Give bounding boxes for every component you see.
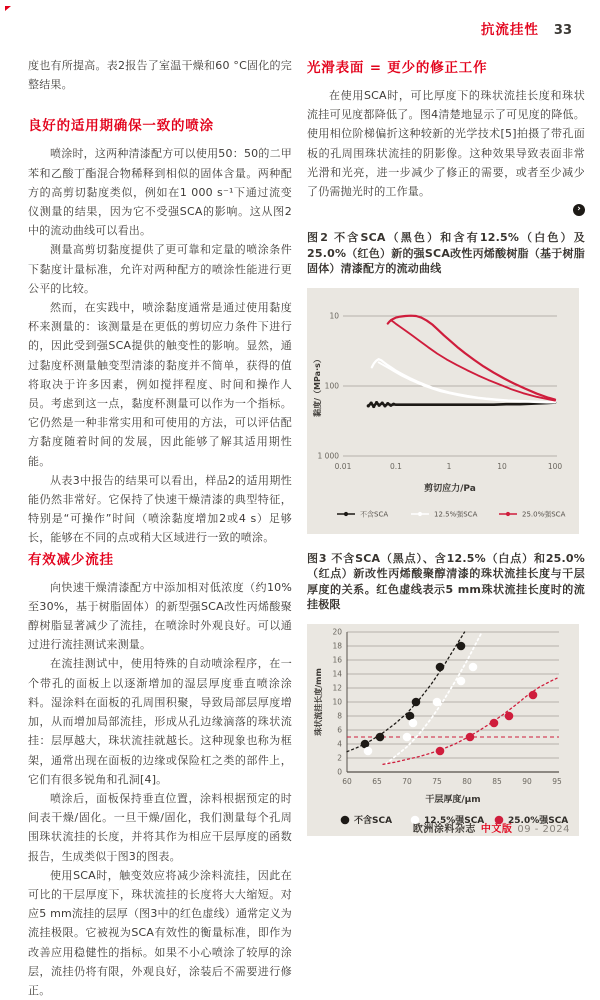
svg-text:剪切应力/Pa: 剪切应力/Pa <box>424 483 476 494</box>
paragraph: 然而，在实践中，喷涂黏度通常是通过使用黏度杯来测量的：该测量是在更低的剪切应力条件下进行的，因此受到强SCA提供的触变性的影响。显然，通过黏度杯测量触变型清漆的黏度并不简单，获得的值将取决于许多因素，例如搅拌程度、时间和操作人员。考虑到这一点，黏度杯测量可以作为一个指标。它仍然是一种非常实用和可使用的方法，可以评估配方黏度随着时间的发展，因此能够了解其适用期性能。 <box>28 301 292 468</box>
svg-text:85: 85 <box>492 776 502 786</box>
page-footer <box>413 820 570 835</box>
svg-text:0.1: 0.1 <box>390 461 402 471</box>
svg-text:黏度/（MPa·s）: 黏度/（MPa·s） <box>313 354 322 417</box>
svg-text:0: 0 <box>337 767 342 777</box>
figure2-caption: 图2 不含SCA（黑色）和含有12.5%（白色）及25.0%（红色）新的强SCA改性丙烯酸树脂（基于树脂固体）清漆配方的流动曲线 <box>307 231 585 276</box>
svg-text:16: 16 <box>332 655 342 665</box>
page-header <box>481 18 572 38</box>
next-page-arrow-icon: › <box>573 204 585 216</box>
svg-text:1: 1 <box>446 461 452 471</box>
svg-text:8: 8 <box>337 711 342 721</box>
svg-text:12: 12 <box>332 683 342 693</box>
page-edge-mark <box>5 6 11 11</box>
svg-text:18: 18 <box>332 641 342 651</box>
svg-text:6: 6 <box>337 725 342 735</box>
svg-text:2: 2 <box>337 753 342 763</box>
svg-text:1 000: 1 000 <box>317 451 339 461</box>
svg-text:20: 20 <box>332 627 342 637</box>
page-number: 33 <box>553 23 572 38</box>
svg-text:10: 10 <box>497 461 507 471</box>
journal-name: 欧洲涂料杂志 <box>412 824 476 835</box>
paragraph: 向快速干燥清漆配方中添加相对低浓度（约10%至30%，基于树脂固体）的新型强SCA改性丙烯酸聚醇树脂显著减少了流挂，在喷涂时外观良好。可以通过进行流挂测试来测量。 <box>28 580 292 652</box>
right-column <box>307 56 585 840</box>
svg-text:95: 95 <box>552 776 562 786</box>
svg-text:10: 10 <box>329 311 339 321</box>
paragraph: 在使用SCA时，可比厚度下的珠状流挂长度和珠状流挂可见度都降低了。图4清楚地显示了可见度的降低。使用相位阶梯偏折这种较新的光学技术[5]拍摄了带孔面板的孔周围珠状流挂的阴影像。这种效果导致表面非常光滑和光亮，进一步减少了修正的需要，或者至少减少了仍需抛光时的工作量。 <box>307 89 585 199</box>
svg-text:12.5%强SCA: 12.5%强SCA <box>424 815 485 826</box>
paragraph: 喷涂时，这两种清漆配方可以使用50：50的二甲苯和乙酸丁酯混合物稀释到相似的固体含量。两种配方的高剪切黏度类似，例如在1 000 s⁻¹下通过流变仪测量的结果，因为它不受强SCA的影响。这从图2中的流动曲线可以看出。 <box>28 147 292 238</box>
svg-text:65: 65 <box>372 776 382 786</box>
svg-text:干层厚度/μm: 干层厚度/μm <box>425 794 481 805</box>
figure2-flow-curve-chart <box>307 288 579 538</box>
svg-text:70: 70 <box>402 776 412 786</box>
svg-text:75: 75 <box>432 776 442 786</box>
svg-text:100: 100 <box>324 381 339 391</box>
svg-text:60: 60 <box>342 776 352 786</box>
paragraph: 喷涂后，面板保持垂直位置，涂料根据预定的时间表干燥/固化。一旦干燥/固化，我们测量每个孔周围珠状流挂的长度，并将其作为相应干层厚度的函数报告，生成类似于图3的图表。 <box>28 791 292 863</box>
svg-text:25.0%强SCA: 25.0%强SCA <box>522 510 566 519</box>
section-heading-sag-reduction: 有效减少流挂 <box>28 551 114 568</box>
svg-text:珠状流挂长度/mm: 珠状流挂长度/mm <box>314 667 323 736</box>
section-heading-pot-life: 良好的适用期确保一致的喷涂 <box>28 118 214 135</box>
svg-text:90: 90 <box>522 776 532 786</box>
paragraph: 使用SCA时，触变效应将减少涂料流挂，因此在可比的干层厚度下，珠状流挂的长度将大大缩短。对应5 mm流挂的层厚（图3中的红色虚线）通常定义为流挂极限。它被视为SCA有效性的衡量标准，即作为改善应用稳健性的指标。如果不小心喷涂了较厚的涂层，流挂仍将有限，外观良好，涂装后不需要进行修正。 <box>28 868 292 997</box>
section-heading-smooth-surface: 光滑表面 = 更少的修正工作 <box>307 60 488 76</box>
svg-text:12.5%强SCA: 12.5%强SCA <box>434 510 478 519</box>
left-column <box>28 56 292 1000</box>
next-page-indicator-row <box>307 204 585 217</box>
section-header-title: 抗流挂性 <box>480 22 539 38</box>
svg-text:25.0%强SCA: 25.0%强SCA <box>508 815 569 826</box>
paragraph: 从表3中报告的结果可以看出，样品2的适用期性能仍然非常好。它保持了快速干燥清漆的典型特征，特别是“可操作”时间（喷涂黏度增加2或4 s）足够长，能够在不同的点或稍大区域进行一致的喷涂。 <box>28 473 292 545</box>
paragraph: 测量高剪切黏度提供了更可靠和定量的喷涂条件下黏度计量标准，允许对两种配方的喷涂性能进行更公平的比较。 <box>28 243 292 295</box>
svg-text:100: 100 <box>547 461 563 471</box>
figure3-caption: 图3 不含SCA（黑点）、含12.5%（白点）和25.0%（红点）新改性丙烯酸聚醇清漆的珠状流挂长度与干层厚度的关系。红色虚线表示5 mm珠状流挂长度时的流挂极限 <box>307 551 585 612</box>
intro-paragraph: 度也有所提高。表2报告了室温干燥和60 °C固化的完整结果。 <box>28 59 292 92</box>
svg-text:14: 14 <box>332 669 342 679</box>
figure3-sag-length-chart <box>307 624 579 840</box>
svg-text:10: 10 <box>332 697 342 707</box>
paragraph: 在流挂测试中，使用特殊的自动喷涂程序，在一个带孔的面板上以逐渐增加的湿层厚度垂直喷涂涂料。湿涂料在面板的孔周围积聚，导致局部层厚度增加，从而增加局部流挂，形成从孔边缘滴落的珠状流挂：层厚越大，珠状流挂就越长。这种现象也称为框架，通常出现在面板的边缘或保险杠之类的部件上，它们有很多锐角和孔洞[4]。 <box>28 657 292 786</box>
svg-text:不含SCA: 不含SCA <box>354 815 393 826</box>
journal-edition: 中文版 <box>480 824 513 835</box>
issue-number: 09 - 2024 <box>517 824 570 835</box>
svg-text:不含SCA: 不含SCA <box>360 510 389 519</box>
svg-text:80: 80 <box>462 776 472 786</box>
svg-text:0.01: 0.01 <box>334 461 352 471</box>
svg-text:4: 4 <box>337 739 342 749</box>
